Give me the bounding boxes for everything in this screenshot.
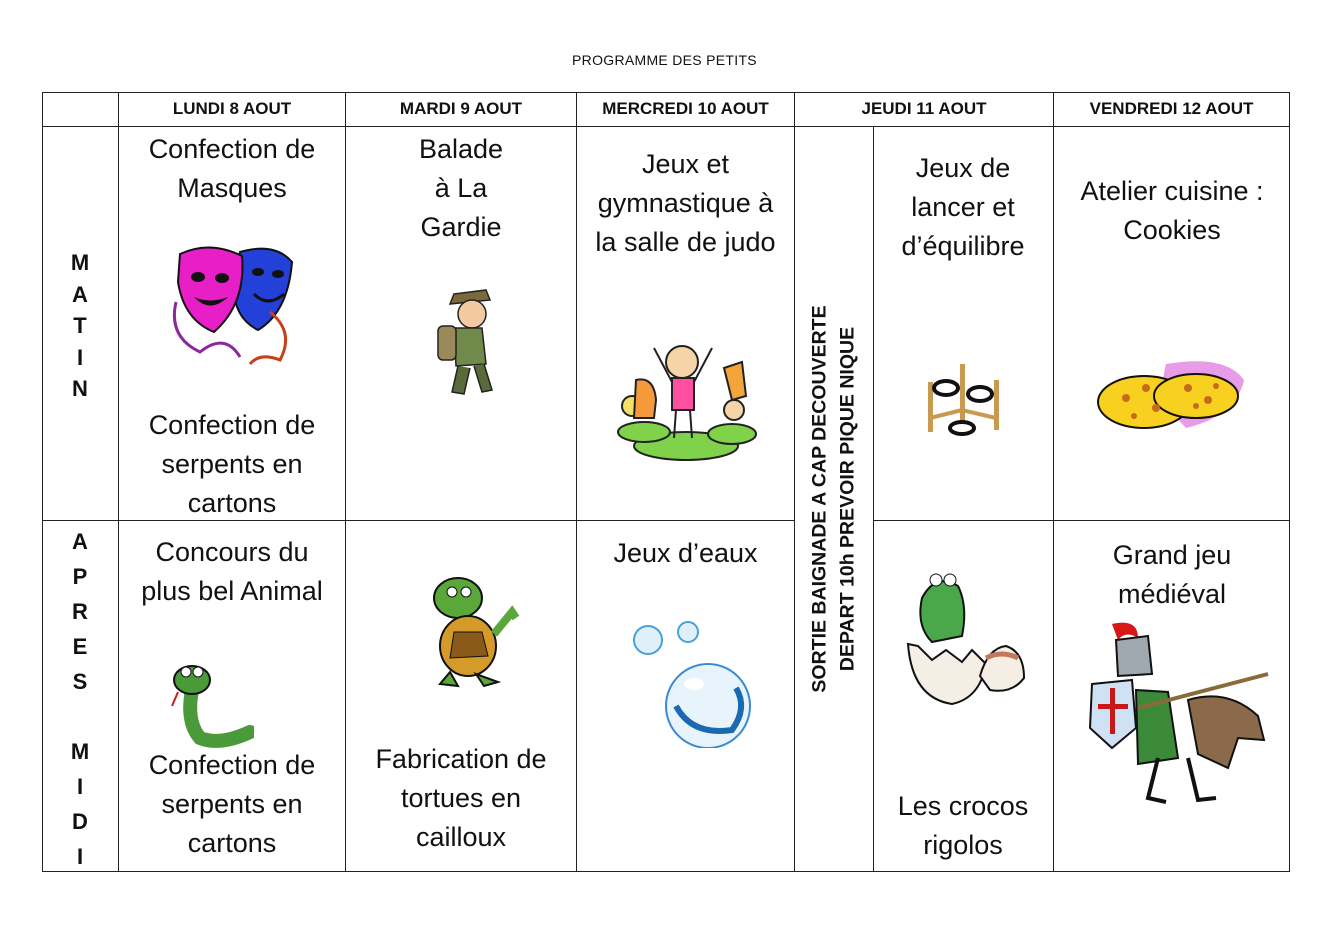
- snake-icon: [164, 662, 254, 748]
- sortie-line-2: DEPART 10h PREVOIR PIQUE NIQUE: [836, 326, 859, 671]
- lundi-matin-activity-1: Confection de Masques: [148, 134, 316, 203]
- vendredi-aprem-activity: Grand jeu médiéval: [1112, 540, 1232, 609]
- header-vendredi: VENDREDI 12 AOUT: [1089, 99, 1254, 118]
- crocodile-egg-icon: [902, 566, 1030, 710]
- row-label-apres-midi: A P R E S M I D I: [70, 529, 90, 869]
- theatre-masks-icon: [170, 242, 296, 367]
- header-jeudi: JEUDI 11 AOUT: [861, 99, 987, 118]
- cookies-icon: [1096, 358, 1248, 442]
- water-bubble-icon: [632, 618, 758, 748]
- row-label-matin: M A T I N: [70, 250, 90, 401]
- vendredi-matin-activity: Atelier cuisine : Cookies: [1080, 176, 1264, 245]
- lundi-aprem-activity-1: Concours du plus bel Animal: [141, 537, 323, 606]
- page-title: PROGRAMME DES PETITS: [572, 52, 757, 68]
- knight-icon: [1078, 618, 1276, 814]
- header-lundi: LUNDI 8 AOUT: [172, 99, 292, 118]
- mercredi-aprem-activity: Jeux d’eaux: [613, 538, 758, 568]
- turtle-icon: [410, 576, 530, 698]
- jeudi-aprem-activity: Les crocos rigolos: [897, 791, 1029, 860]
- sortie-line-1: SORTIE BAIGNADE A CAP DECOUVERTE: [808, 304, 831, 693]
- lundi-matin-activity-2: Confection de serpents en cartons: [148, 410, 316, 518]
- jeudi-matin-activity: Jeux de lancer et d’équilibre: [901, 153, 1025, 261]
- header-mardi: MARDI 9 AOUT: [399, 99, 523, 118]
- mardi-matin-activity: Balade à La Gardie: [418, 134, 504, 242]
- kids-gym-icon: [614, 340, 758, 464]
- lundi-aprem-activity-2: Confection de serpents en cartons: [148, 750, 316, 858]
- ring-toss-icon: [920, 354, 1006, 438]
- mercredi-matin-activity: Jeux et gymnastique à la salle de judo: [595, 149, 776, 257]
- hiker-icon: [424, 282, 504, 400]
- mardi-aprem-activity: Fabrication de tortues en cailloux: [375, 744, 547, 852]
- schedule-table: [42, 92, 1290, 872]
- header-mercredi: MERCREDI 10 AOUT: [602, 99, 769, 118]
- sortie-banner: [794, 126, 873, 871]
